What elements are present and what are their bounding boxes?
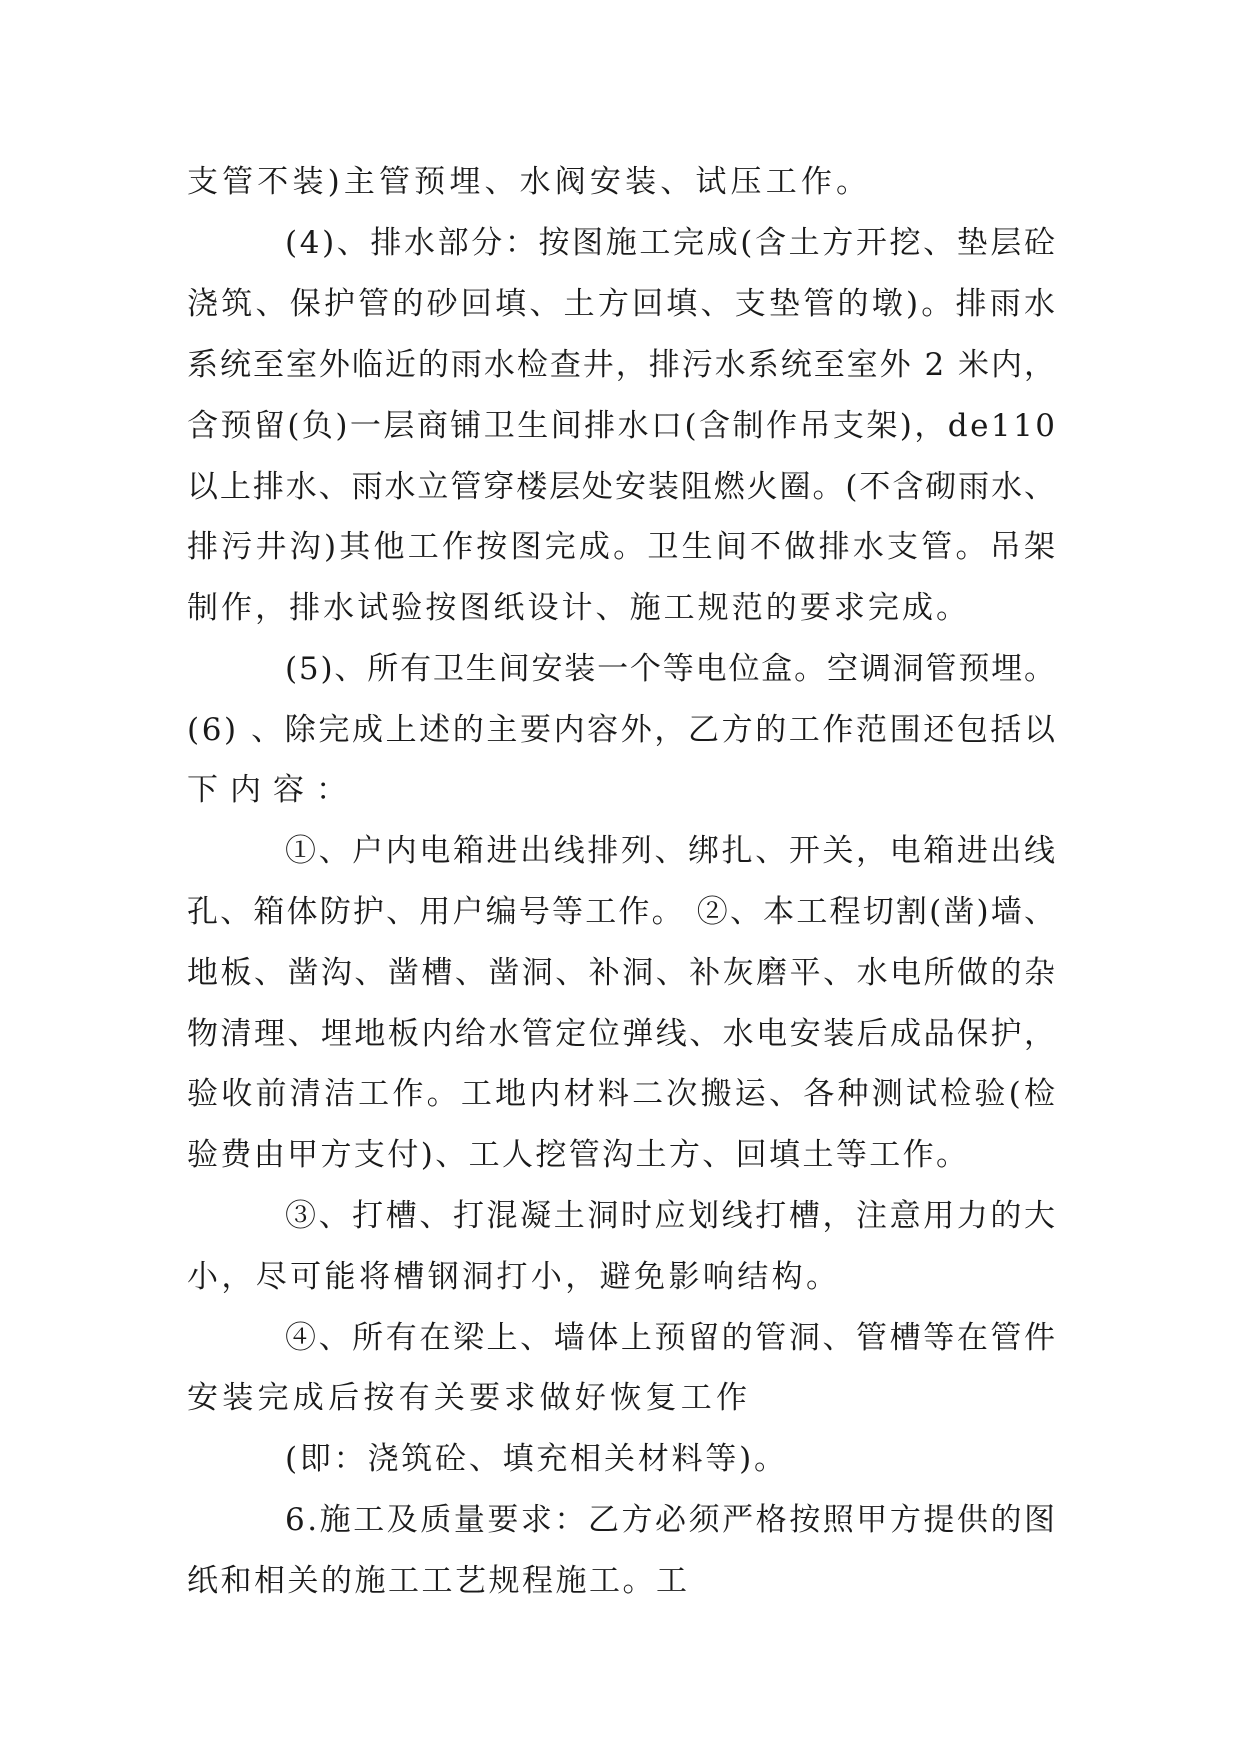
text-line: 物清理、埋地板内给水管定位弹线、水电安装后成品保护， bbox=[187, 1016, 1058, 1052]
text-line: (即：浇筑砼、填充相关材料等)。 bbox=[285, 1441, 788, 1477]
text-line: 验费由甲方支付)、工人挖管沟土方、回填土等工作。 bbox=[187, 1137, 970, 1173]
text-line: (6) 、除完成上述的主要内容外，乙方的工作范围还包括以 bbox=[187, 712, 1058, 748]
text-line: 排污井沟)其他工作按图完成。卫生间不做排水支管。吊架 bbox=[187, 529, 1059, 565]
text-line: 系统至室外临近的雨水检查井，排污水系统至室外 2 米内， bbox=[187, 347, 1057, 383]
text-line: 下内容： bbox=[187, 772, 359, 808]
text-line: 纸和相关的施工工艺规程施工。工 bbox=[187, 1563, 690, 1599]
text-line: ①、户内电箱进出线排列、绑扎、开关，电箱进出线 bbox=[285, 833, 1058, 869]
text-line: 制作，排水试验按图纸设计、施工规范的要求完成。 bbox=[187, 590, 971, 626]
text-line: 含预留(负)一层商铺卫生间排水口(含制作吊支架)，de110 bbox=[187, 408, 1058, 444]
text-line: 地板、凿沟、凿槽、凿洞、补洞、补灰磨平、水电所做的杂 bbox=[187, 955, 1058, 991]
text-line: 浇筑、保护管的砂回填、土方回填、支垫管的墩)。排雨水 bbox=[187, 286, 1059, 322]
text-line: 支管不装)主管预埋、水阀安装、试压工作。 bbox=[187, 164, 872, 200]
text-line: ④、所有在梁上、墙体上预留的管洞、管槽等在管件 bbox=[285, 1320, 1058, 1356]
text-line: ③、打槽、打混凝土洞时应划线打槽，注意用力的大 bbox=[285, 1198, 1058, 1234]
text-line: 小，尽可能将槽钢洞打小，避免影响结构。 bbox=[187, 1259, 841, 1295]
text-line: (5)、所有卫生间安装一个等电位盒。空调洞管预埋。 bbox=[285, 651, 1057, 687]
text-line: 以上排水、雨水立管穿楼层处安装阻燃火圈。(不含砌雨水、 bbox=[187, 469, 1057, 505]
text-line: 孔、箱体防护、用户编号等工作。 ②、本工程切割(凿)墙、 bbox=[187, 894, 1058, 930]
text-line: (4)、排水部分：按图施工完成(含土方开挖、垫层砼 bbox=[285, 225, 1058, 261]
text-line: 验收前清洁工作。工地内材料二次搬运、各种测试检验(检 bbox=[187, 1076, 1059, 1112]
text-line: 6.施工及质量要求：乙方必须严格按照甲方提供的图 bbox=[285, 1502, 1058, 1538]
text-line: 安装完成后按有关要求做好恢复工作 bbox=[187, 1380, 752, 1416]
